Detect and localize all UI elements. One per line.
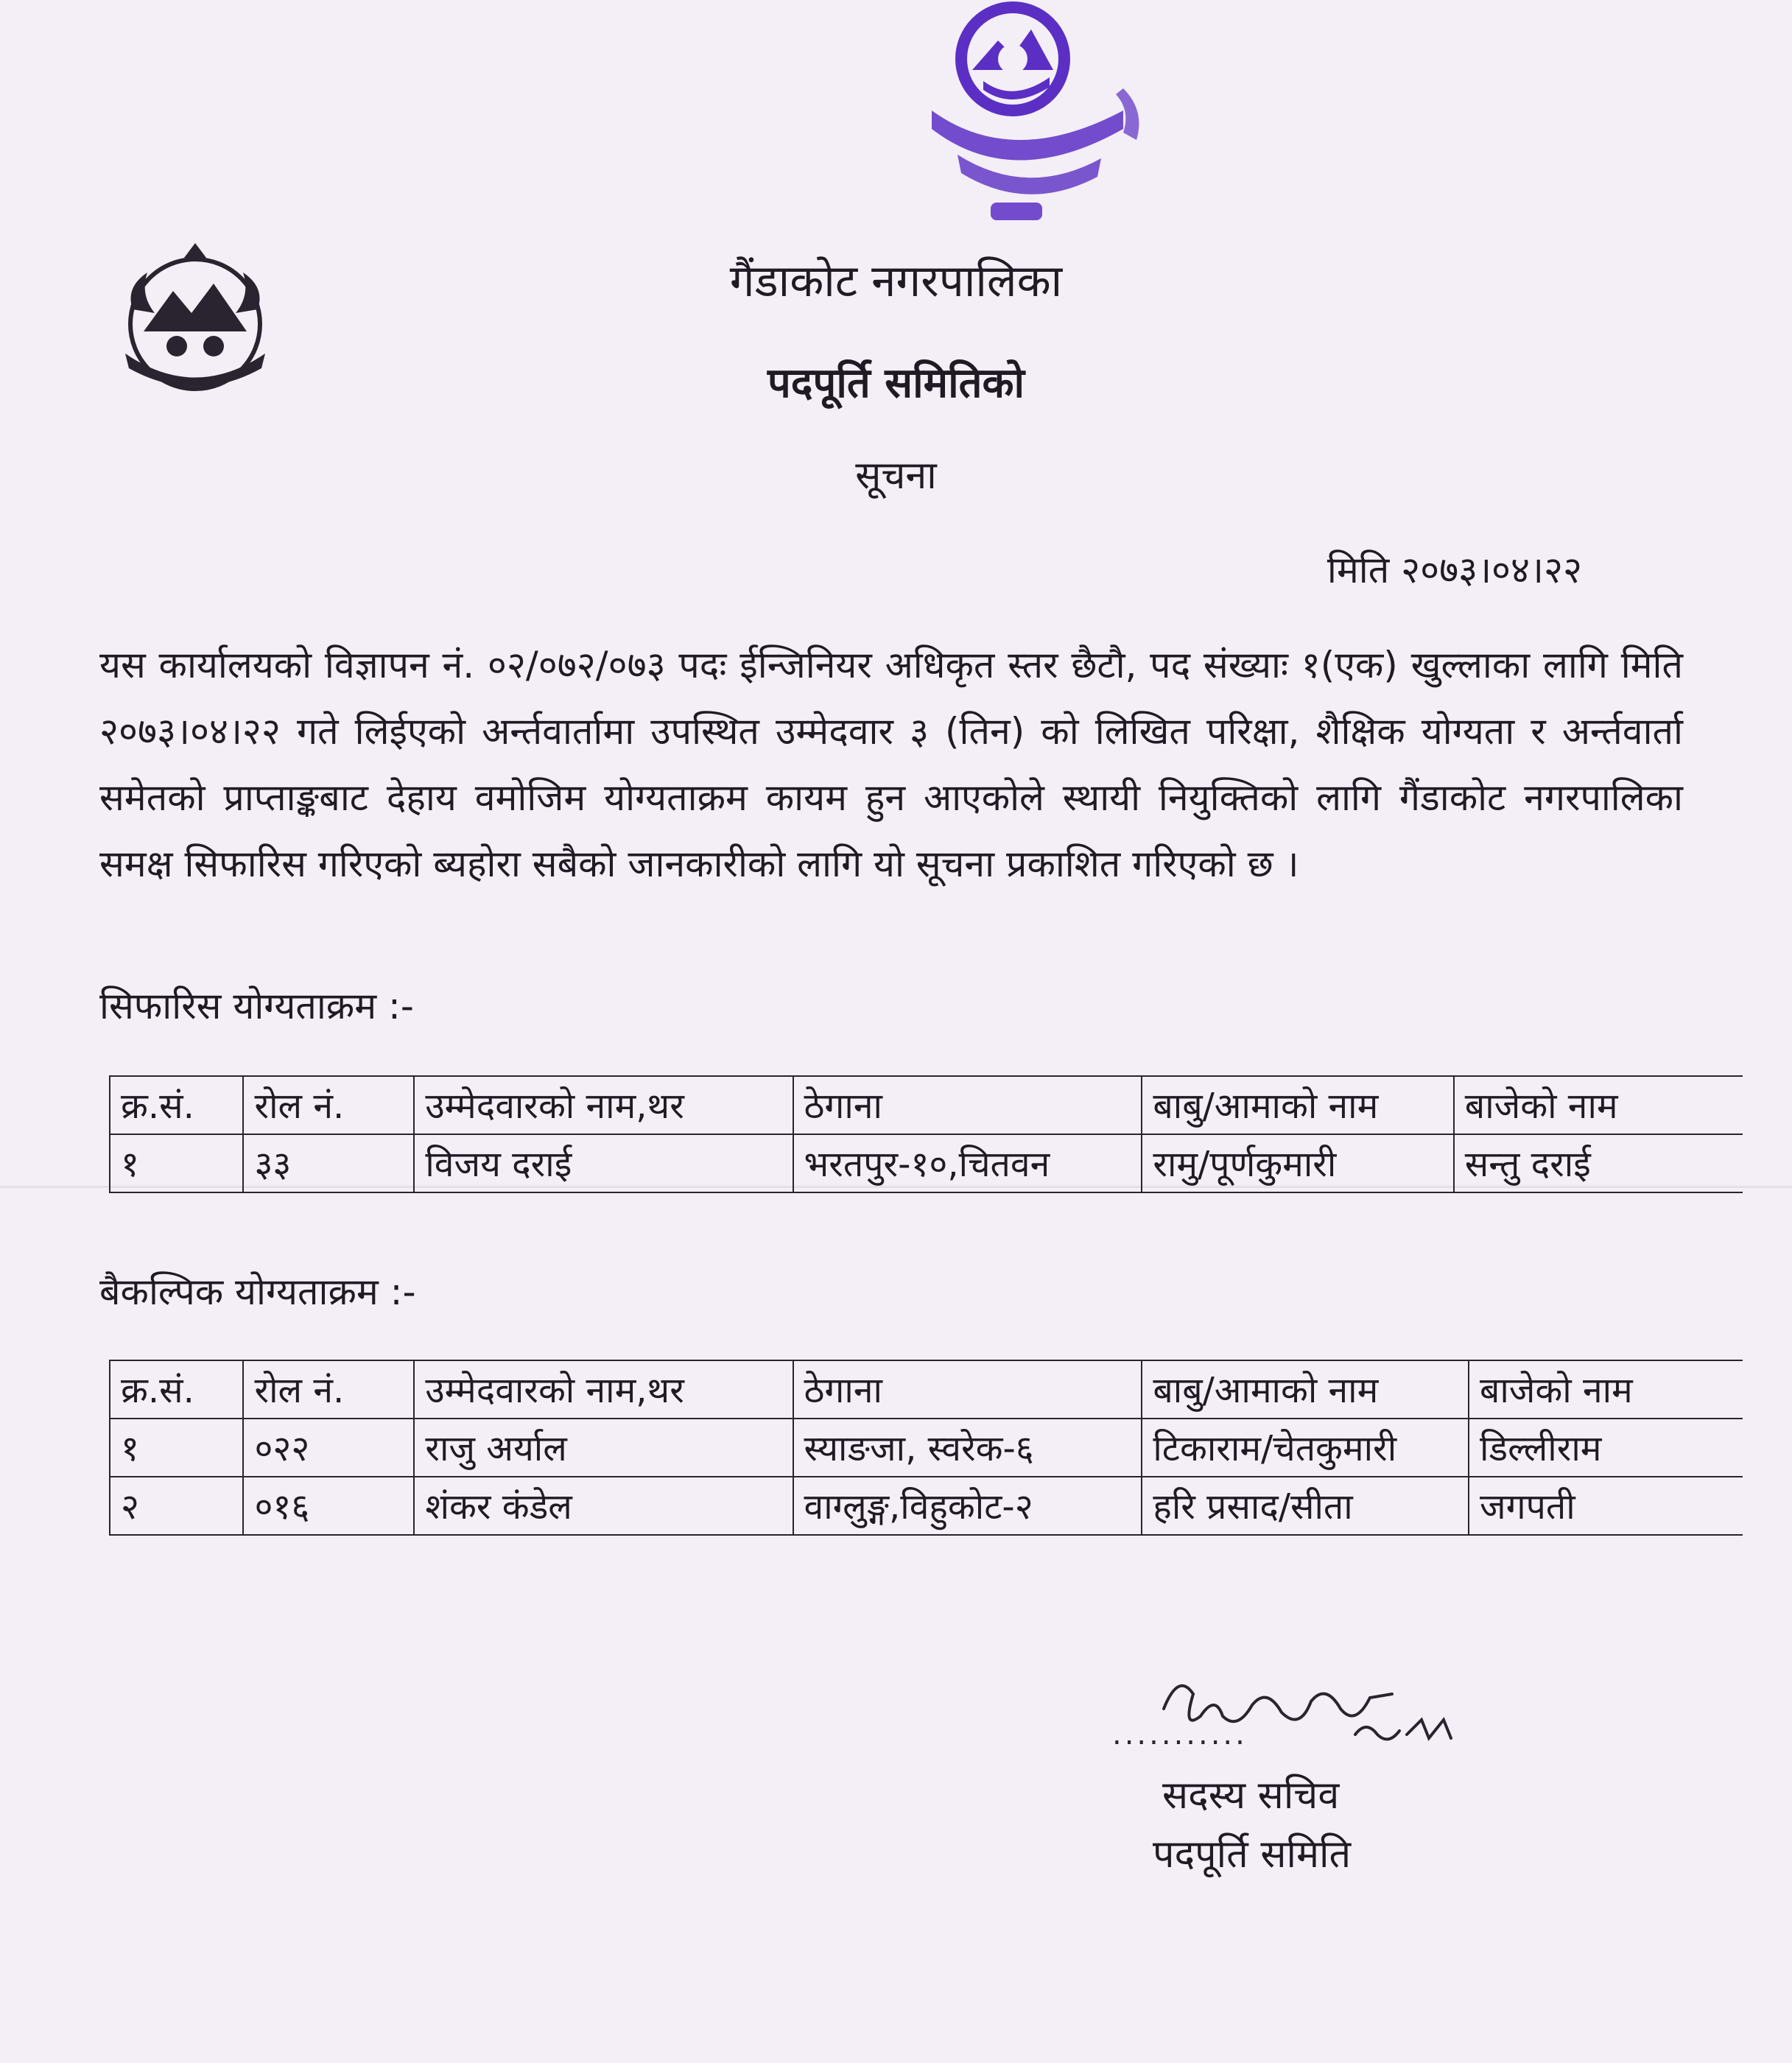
alternate-label: बैकल्पिक योग्यताक्रम :-	[99, 1271, 416, 1313]
cell-address: भरतपुर-१०,चितवन	[793, 1134, 1142, 1192]
cell-name: शंकर कंडेल	[414, 1477, 793, 1535]
cell-roll: ०१६	[243, 1477, 414, 1535]
col-name: उम्मेदवारको नाम,थर	[414, 1076, 793, 1134]
cell-address: वाग्लुङ्ग,विहुकोट-२	[793, 1477, 1142, 1535]
office-stamp-icon	[902, 0, 1167, 243]
col-sn: क्र.सं.	[110, 1076, 243, 1134]
table-header-row	[110, 1360, 1743, 1419]
col-grandfather: बाजेको नाम	[1469, 1360, 1743, 1419]
table-row	[110, 1477, 1743, 1535]
cell-grandfather: सन्तु दराई	[1454, 1134, 1743, 1192]
table-header-row	[110, 1076, 1743, 1134]
recommended-label: सिफारिस योग्यताक्रम :-	[99, 985, 414, 1027]
col-address: ठेगाना	[793, 1360, 1142, 1419]
col-sn: क्र.सं.	[110, 1360, 243, 1419]
cell-roll: ३३	[243, 1134, 414, 1192]
cell-grandfather: जगपती	[1469, 1477, 1743, 1535]
col-parents: बाबु/आमाको नाम	[1142, 1076, 1453, 1134]
office-name: गैंडाकोट नगरपालिका	[729, 256, 1063, 307]
cell-sn: १	[110, 1419, 243, 1477]
cell-parents: हरि प्रसाद/सीता	[1142, 1477, 1469, 1535]
col-parents: बाबु/आमाको नाम	[1142, 1360, 1469, 1419]
table-row	[110, 1419, 1743, 1477]
cell-roll: ०२२	[243, 1419, 414, 1477]
cell-sn: २	[110, 1477, 243, 1535]
table-row	[110, 1134, 1743, 1192]
recommended-table	[109, 1075, 1743, 1193]
cell-parents: टिकाराम/चेतकुमारी	[1142, 1419, 1469, 1477]
signature-line: ...........	[1112, 1718, 1248, 1751]
cell-parents: रामु/पूर्णकुमारी	[1142, 1134, 1453, 1192]
col-grandfather: बाजेको नाम	[1454, 1076, 1743, 1134]
col-roll: रोल नं.	[243, 1360, 414, 1419]
col-address: ठेगाना	[793, 1076, 1142, 1134]
cell-grandfather: डिल्लीराम	[1469, 1419, 1743, 1477]
notice-body: यस कार्यालयको विज्ञापन नं. ०२/०७२/०७३ पदः ईन्जिनियर अधिकृत स्तर छैटौ, पद संख्याः १(एक) खुल्लाका लागि मिति २०७३।०४।२२ गते लिईएको अर्न्तवार्तामा उपस्थित उम्मेदवार ३ (तिन) को लिखित परिक्षा, शैक्षिक योग्यता र अर्न्तवार्ता समेतको प्राप्ताङ्कबाट देहाय वमोजिम योग्यताक्रम कायम हुन आएकोले स्थायी नियुक्तिको लागि गैंडाकोट नगरपालिका समक्ष सिफारिस गरिएको ब्यहोरा सबैको जानकारीको लागि यो सूचना प्रकाशित गरिएको छ ।	[99, 644, 1683, 885]
cell-sn: १	[110, 1134, 243, 1192]
cell-name: राजु अर्याल	[414, 1419, 793, 1477]
alternate-table	[109, 1360, 1743, 1536]
signer-committee: पदपूर्ति समिति	[1153, 1832, 1352, 1877]
col-name: उम्मेदवारको नाम,थर	[414, 1360, 793, 1419]
notice-title: सूचना	[855, 454, 937, 498]
notice-date: मिति २०७३।०४।२२	[1327, 549, 1582, 591]
signer-title: सदस्य सचिव	[1162, 1774, 1340, 1818]
cell-address: स्याङजा, स्वरेक-६	[793, 1419, 1142, 1477]
committee-title: पदपूर्ति समितिको	[767, 359, 1025, 407]
col-roll: रोल नं.	[243, 1076, 414, 1134]
cell-name: विजय दराई	[414, 1134, 793, 1192]
